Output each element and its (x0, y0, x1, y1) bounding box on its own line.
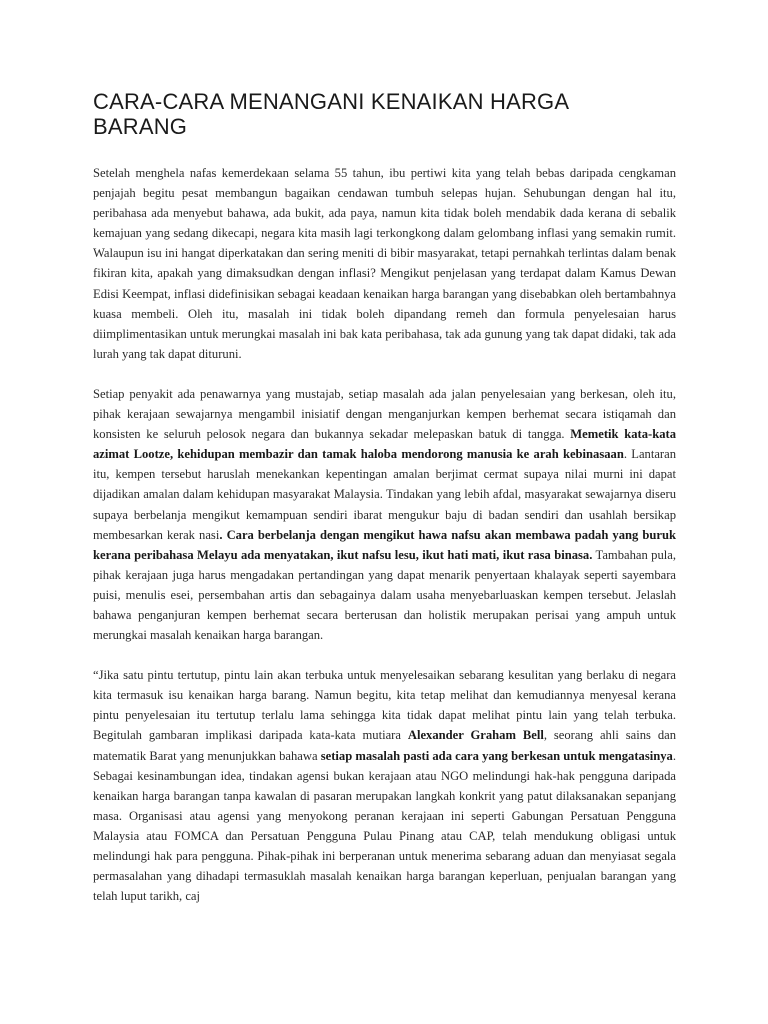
document-title: CARA-CARA MENANGANI KENAIKAN HARGA BARANG (93, 89, 569, 139)
paragraph-2 (93, 384, 676, 645)
paragraph-3 (93, 665, 676, 906)
quote-lootze: Memetik kata-kata azimat Lootze, kehidupan membazir dan tamak haloba mendorong manusia ke arah kebinasaan (93, 427, 676, 462)
paragraph-3-text: , seorang ahli sains dan matematik Barat yang menunjukkan bahawa (93, 728, 677, 763)
paragraph-2-text: . Lantaran itu, kempen tersebut haruslah menekankan kepentingan amalan berjimat cermat supaya nilai murni ini dapat dijadikan amalan dalam kehidupan masyarakat Malaysia. Tindakan yang lebih afdal, masyarakat sewajarnya diseru supaya berbelanja mengikut kemampuan sendiri ibarat mengukur baju di badan sendiri dan usahlah bersikap membesarkan kerak nasi (93, 447, 677, 542)
paragraph-2-text: Tambahan pula, pihak kerajaan juga harus mengadakan pertandingan yang dapat menarik penyertaan khalayak seperti sayembara puisi, menulis esei, persembahan artis dan sebagainya dalam usaha menyebarluaskan kempen tersebut. Jelaslah bahawa penganjuran kempen berhemat secara berterusan dan holistik merupakan perisai yang ampuh untuk merungkai masalah kenaikan harga barangan. (93, 547, 676, 643)
paragraph-3-text: “Jika satu pintu tertutup, pintu lain akan terbuka untuk menyelesaikan sebarang kesulitan yang berlaku di negara kita termasuk isu kenaikan harga barang. Namun begitu, kita tetap melihat dan kemudiannya menyesal kerana pintu penyelesaian itu tertutup terlalu lama sehingga kita tidak dapat melihat pintu lain yang telah terbuka. Begitulah gambaran implikasi daripada kata-kata mutiara (93, 668, 676, 743)
paragraph-2-text: Setiap penyakit ada penawarnya yang mustajab, setiap masalah ada jalan penyelesaian yang berkesan, oleh itu, pihak kerajaan sewajarnya mengambil inisiatif dengan menganjurkan kempen berhemat secara istiqamah dan konsisten ke seluruh pelosok negara dan bukannya sekadar melepaskan batuk di tangga. (93, 386, 676, 442)
name-alexander-graham-bell: Alexander Graham Bell (407, 728, 544, 743)
paragraph-1 (93, 163, 676, 364)
quote-peribahasa: . Cara berbelanja dengan mengikut hawa nafsu akan membawa padah yang buruk kerana peribahasa Melayu ada menyatakan, ikut nafsu lesu, ikut hati mati, ikut rasa binasa. (93, 527, 676, 562)
document-body (93, 163, 676, 906)
quote-setiap-masalah: setiap masalah pasti ada cara yang berkesan untuk mengatasinya (320, 748, 673, 763)
paragraph-3-text: . Sebagai kesinambungan idea, tindakan agensi bukan kerajaan atau NGO melindungi hak-hak pengguna daripada kenaikan harga barangan tanpa kawalan di pasaran merupakan langkah konkrit yang patut dilaksanakan sepanjang masa. Organisasi atau agensi yang menyokong peranan kerajaan ini seperti Gabungan Persatuan Pengguna Malaysia atau FOMCA dan Persatuan Pengguna Pulau Pinang atau CAP, telah mendukung obligasi untuk melindungi hak para pengguna. Pihak-pihak ini berperanan untuk menerima sebarang aduan dan menyiasat segala permasalahan yang dihadapi termasuklah masalah kenaikan harga barangan keperluan, penjualan barangan yang telah luput tarikh, caj (93, 748, 676, 904)
paragraph-1-text: Setelah menghela nafas kemerdekaan selama 55 tahun, ibu pertiwi kita yang telah bebas daripada cengkaman penjajah begitu pesat membangun bagaikan cendawan tumbuh selepas hujan. Sehubungan dengan hal itu, peribahasa ada menyebut bahawa, ada bukit, ada paya, namun kita tidak boleh mendabik dada kerana di sebalik kemajuan yang sedang dikecapi, negara kita masih lagi terkongkong dalam gelombang inflasi yang semakin rumit. Walaupun isu ini hangat diperkatakan dan sering meniti di bibir masyarakat, tetapi pernahkah terlintas dalam benak fikiran kita, apakah yang dimaksudkan dengan inflasi? Mengikut penjelasan yang terdapat dalam Kamus Dewan Edisi Keempat, inflasi didefinisikan sebagai keadaan kenaikan harga barangan yang disebabkan oleh bertambahnya kuasa membeli. Oleh itu, masalah ini tidak boleh dipandang remeh dan formula penyelesaian harus diimplimentasikan untuk merungkai masalah ini bak kata peribahasa, tak ada gunung yang tak dapat didaki, tak ada lurah yang tak dapat dituruni. (93, 166, 676, 361)
